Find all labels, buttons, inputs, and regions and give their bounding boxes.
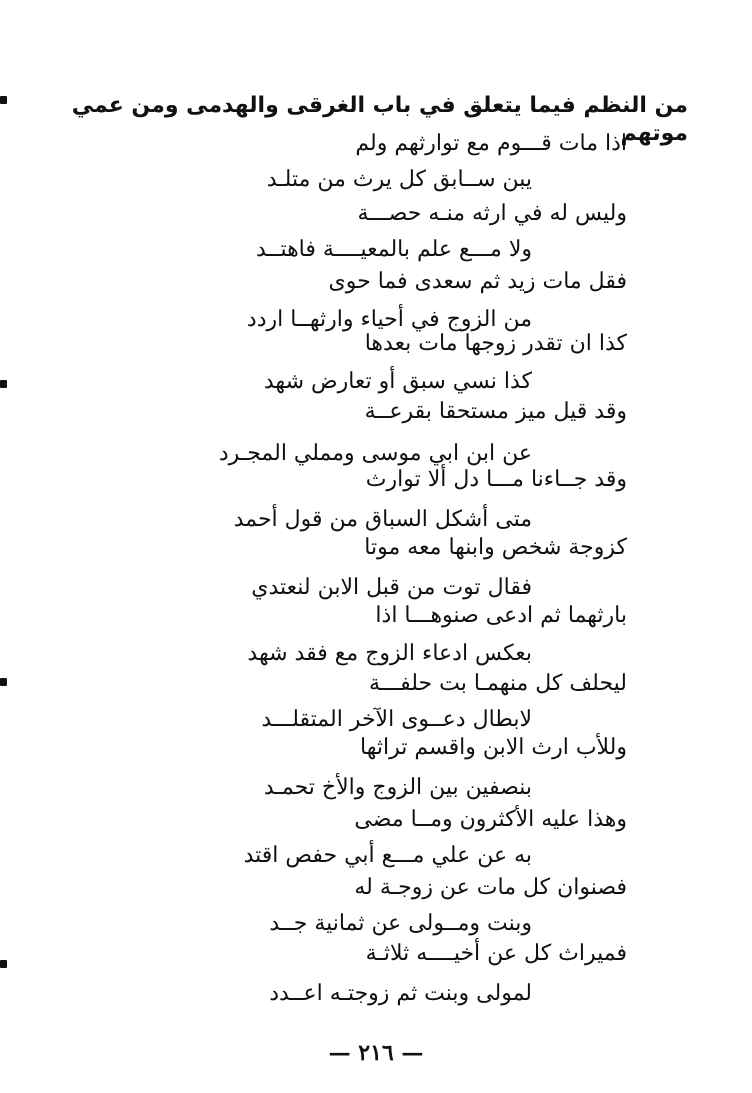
verse-line: كزوجة شخص وابنها معه موتا bbox=[364, 535, 627, 560]
verse-line: ليحلف كل منهمـا بت حلفـــة bbox=[368, 671, 627, 696]
verse-line: ولا مـــع علم بالمعيــــة فاهتــد bbox=[256, 237, 532, 262]
verse-line: عن ابن ابي موسى ومملي المجـرد bbox=[218, 441, 532, 466]
verse-line: يبن ســابق كل يرث من متلـد bbox=[266, 167, 532, 192]
verse-line: كذا ان تقدر زوجها مات بعدها bbox=[364, 331, 627, 356]
verse-line: به عن علي مـــع أبي حفص اقتد bbox=[243, 843, 532, 868]
verse-line: كذا نسي سبق أو تعارض شهد bbox=[263, 369, 532, 394]
section-heading: من النظم فيما يتعلق في باب الغرقى والهدمى ومن عمي موتهم bbox=[71, 93, 688, 146]
verse-line: فصنوان كل مات عن زوجـة له bbox=[354, 875, 627, 900]
margin-mark bbox=[0, 678, 7, 686]
verse-line: بعكس ادعاء الزوج مع فقد شهد bbox=[247, 641, 532, 666]
verse-line: فميراث كل عن أخيــــه ثلاثـة bbox=[365, 941, 627, 966]
verse-line: فقل مات زيد ثم سعدى فما حوى bbox=[328, 269, 627, 294]
verse-line: لمولى وبنت ثم زوجتـه اعــدد bbox=[269, 981, 532, 1006]
verse-line: وليس له في ارثه منـه حصـــة bbox=[357, 201, 627, 226]
verse-line: وقد جــاءنا مـــا دل ألا توارث bbox=[365, 467, 627, 492]
margin-mark bbox=[0, 960, 7, 968]
verse-line: فقال توت من قبل الابن لنعتدي bbox=[251, 575, 532, 600]
margin-mark bbox=[0, 380, 7, 388]
verse-line: وبنت ومــولى عن ثمانية جــد bbox=[269, 911, 532, 936]
page-number: — ٢١٦ — bbox=[328, 1040, 424, 1066]
verse-line: بارثهما ثم ادعى صنوهـــا اذا bbox=[375, 603, 627, 628]
verse-line: بنصفين بين الزوج والأخ تحمـد bbox=[263, 775, 532, 800]
verse-line: من الزوج في أحياء وارثهــا اردد bbox=[246, 307, 532, 332]
margin-mark bbox=[0, 96, 7, 104]
verse-line: لابطال دعــوى الآخر المتقلـــد bbox=[261, 707, 532, 732]
verse-line: اذا مات قـــوم مع توارثهم ولم bbox=[355, 131, 627, 156]
verse-line: وللأب ارث الابن واقسم تراثها bbox=[360, 735, 627, 760]
verse-line: متى أشكل السباق من قول أحمد bbox=[233, 507, 532, 532]
verse-line: وهذا عليه الأكثرون ومــا مضى bbox=[354, 807, 627, 832]
verse-line: وقد قيل ميز مستحقا بقرعــة bbox=[364, 399, 627, 424]
